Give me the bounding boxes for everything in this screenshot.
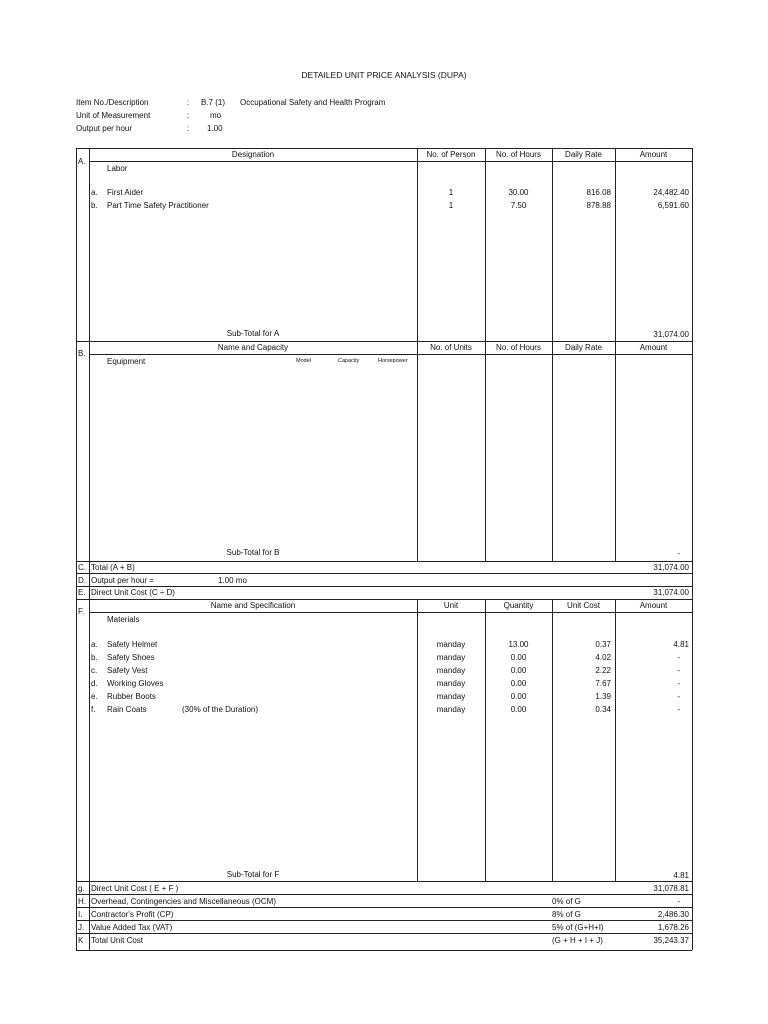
material-name: Rubber Boots bbox=[107, 692, 156, 701]
summary-label: Overhead, Contingencies and Miscellaneous (OCM) bbox=[91, 897, 276, 906]
subtotal-f-value: 4.81 bbox=[673, 871, 689, 880]
total-ab-value: 31,074.00 bbox=[653, 563, 689, 572]
labor-name: First Aider bbox=[107, 188, 144, 197]
material-unit: manday bbox=[436, 640, 466, 649]
col-header-hours: No. of Hours bbox=[496, 343, 541, 352]
col-header-units: No. of Units bbox=[430, 343, 472, 352]
material-qty: 0.00 bbox=[510, 705, 527, 714]
summary-rate: (G + H + I + J) bbox=[552, 936, 603, 945]
col-header-persons: No. of Person bbox=[426, 150, 476, 159]
section-letter-e: E. bbox=[78, 588, 86, 597]
subheader-capacity: Capacity bbox=[338, 358, 360, 364]
col-header-unit: Unit bbox=[443, 601, 459, 610]
total-ab-label: Total (A + B) bbox=[91, 563, 135, 572]
subheader-horsepower: Horsepower bbox=[378, 358, 408, 364]
colon: : bbox=[187, 124, 190, 133]
section-letter-b: B. bbox=[78, 349, 86, 358]
material-cost: 0.37 bbox=[595, 640, 611, 649]
summary-letter: J. bbox=[78, 923, 85, 932]
summary-letter: K bbox=[78, 936, 84, 945]
material-qty: 0.00 bbox=[510, 692, 527, 701]
summary-value: 1,678.26 bbox=[657, 923, 689, 932]
row-index: b. bbox=[91, 201, 98, 210]
summary-letter: g. bbox=[78, 884, 85, 893]
direct-unit-cost-value: 31,074.00 bbox=[653, 588, 689, 597]
col-header-amount: Amount bbox=[639, 343, 668, 352]
col-header-daily-rate: Daily Rate bbox=[565, 343, 602, 352]
material-qty: 0.00 bbox=[510, 679, 527, 688]
section-letter-a: A. bbox=[78, 157, 86, 166]
labor-hours: 7.50 bbox=[510, 201, 527, 210]
summary-label: Total Unit Cost bbox=[91, 936, 144, 945]
unit-label: Unit of Measurement bbox=[76, 111, 151, 120]
summary-value: 2,486.30 bbox=[657, 910, 689, 919]
col-header-quantity: Quantity bbox=[503, 601, 534, 610]
material-amount: - bbox=[677, 666, 680, 675]
labor-rate: 878.88 bbox=[586, 201, 611, 210]
col-header-designation: Designation bbox=[231, 150, 275, 159]
col-header-unit-cost: Unit Cost bbox=[567, 601, 600, 610]
col-header-daily-rate: Daily Rate bbox=[565, 150, 602, 159]
summary-value: - bbox=[677, 897, 680, 906]
material-qty: 0.00 bbox=[510, 653, 527, 662]
col-header-name-spec: Name and Specification bbox=[210, 601, 296, 610]
material-cost: 4.02 bbox=[595, 653, 611, 662]
summary-rate: 5% of (G+H+I) bbox=[552, 923, 604, 932]
item-description: Occupational Safety and Health Program bbox=[240, 98, 386, 107]
subtotal-b-value: - bbox=[677, 549, 680, 558]
row-index: d. bbox=[91, 679, 98, 688]
col-header-amount: Amount bbox=[639, 150, 668, 159]
labor-hours: 30.00 bbox=[508, 188, 529, 197]
summary-letter: I. bbox=[78, 910, 83, 919]
labor-name: Part Time Safety Practitioner bbox=[107, 201, 209, 210]
row-index: c. bbox=[91, 666, 98, 675]
material-name: Working Gloves bbox=[107, 679, 164, 688]
colon: : bbox=[187, 98, 190, 107]
summary-value: 31,078.81 bbox=[653, 884, 689, 893]
summary-label: Direct Unit Cost ( E + F ) bbox=[91, 884, 179, 893]
labor-amount: 6,591.60 bbox=[657, 201, 689, 210]
material-unit: manday bbox=[436, 692, 466, 701]
summary-letter: H. bbox=[78, 897, 86, 906]
material-qty: 13.00 bbox=[508, 640, 529, 649]
summary-rate: 8% of G bbox=[552, 910, 581, 919]
labor-persons: 1 bbox=[448, 188, 454, 197]
col-header-hours: No. of Hours bbox=[496, 150, 541, 159]
material-amount: 4.81 bbox=[673, 640, 689, 649]
output-per-hour-value: 1.00 mo bbox=[218, 576, 247, 585]
labor-amount: 24,482.40 bbox=[653, 188, 689, 197]
row-index: a. bbox=[91, 640, 98, 649]
material-amount: - bbox=[677, 705, 680, 714]
subtotal-a-label: Sub-Total for A bbox=[226, 329, 280, 338]
category-labor: Labor bbox=[107, 164, 128, 173]
item-label: Item No./Description bbox=[76, 98, 149, 107]
material-unit: manday bbox=[436, 679, 466, 688]
material-amount: - bbox=[677, 692, 680, 701]
category-equipment: Equipment bbox=[107, 357, 146, 366]
material-cost: 7.67 bbox=[595, 679, 611, 688]
material-name: Safety Vest bbox=[107, 666, 148, 675]
col-header-amount: Amount bbox=[639, 601, 668, 610]
material-cost: 2.22 bbox=[595, 666, 611, 675]
section-letter-d: D. bbox=[78, 576, 86, 585]
row-index: f. bbox=[91, 705, 96, 714]
row-index: b. bbox=[91, 653, 98, 662]
row-index: a. bbox=[91, 188, 98, 197]
material-qty: 0.00 bbox=[510, 666, 527, 675]
material-cost: 1.39 bbox=[595, 692, 611, 701]
category-materials: Materials bbox=[107, 615, 140, 624]
page-title: DETAILED UNIT PRICE ANALYSIS (DUPA) bbox=[301, 70, 467, 80]
summary-label: Value Added Tax (VAT) bbox=[91, 923, 173, 932]
unit-value: mo bbox=[210, 111, 222, 120]
subtotal-a-value: 31,074.00 bbox=[653, 330, 689, 339]
material-name: Safety Helmet bbox=[107, 640, 158, 649]
direct-unit-cost-label: Direct Unit Cost (C ÷ D) bbox=[91, 588, 175, 597]
output-per-hour-label: Output per hour = bbox=[91, 576, 154, 585]
section-letter-f: F. bbox=[78, 607, 85, 616]
labor-persons: 1 bbox=[448, 201, 454, 210]
subtotal-f-label: Sub-Total for F bbox=[226, 870, 280, 879]
summary-rate: 0% of G bbox=[552, 897, 581, 906]
labor-rate: 816.08 bbox=[586, 188, 611, 197]
material-name: Safety Shoes bbox=[107, 653, 155, 662]
material-amount: - bbox=[677, 679, 680, 688]
output-value: 1.00 bbox=[207, 124, 223, 133]
section-letter-c: C. bbox=[78, 563, 86, 572]
item-no: B.7 (1) bbox=[201, 98, 226, 107]
material-unit: manday bbox=[436, 705, 466, 714]
subheader-model: Model bbox=[296, 358, 311, 364]
material-unit: manday bbox=[436, 666, 466, 675]
colon: : bbox=[187, 111, 190, 120]
material-unit: manday bbox=[436, 653, 466, 662]
summary-value: 35,243.37 bbox=[653, 936, 689, 945]
output-label: Output per hour bbox=[76, 124, 133, 133]
row-index: e. bbox=[91, 692, 98, 701]
subtotal-b-label: Sub-Total for B bbox=[226, 548, 280, 557]
summary-label: Contractor's Profit (CP) bbox=[91, 910, 174, 919]
material-amount: - bbox=[677, 653, 680, 662]
material-note: (30% of the Duration) bbox=[182, 705, 259, 714]
col-header-name-capacity: Name and Capacity bbox=[217, 343, 289, 352]
material-name: Rain Coats bbox=[107, 705, 147, 714]
material-cost: 0.34 bbox=[595, 705, 611, 714]
